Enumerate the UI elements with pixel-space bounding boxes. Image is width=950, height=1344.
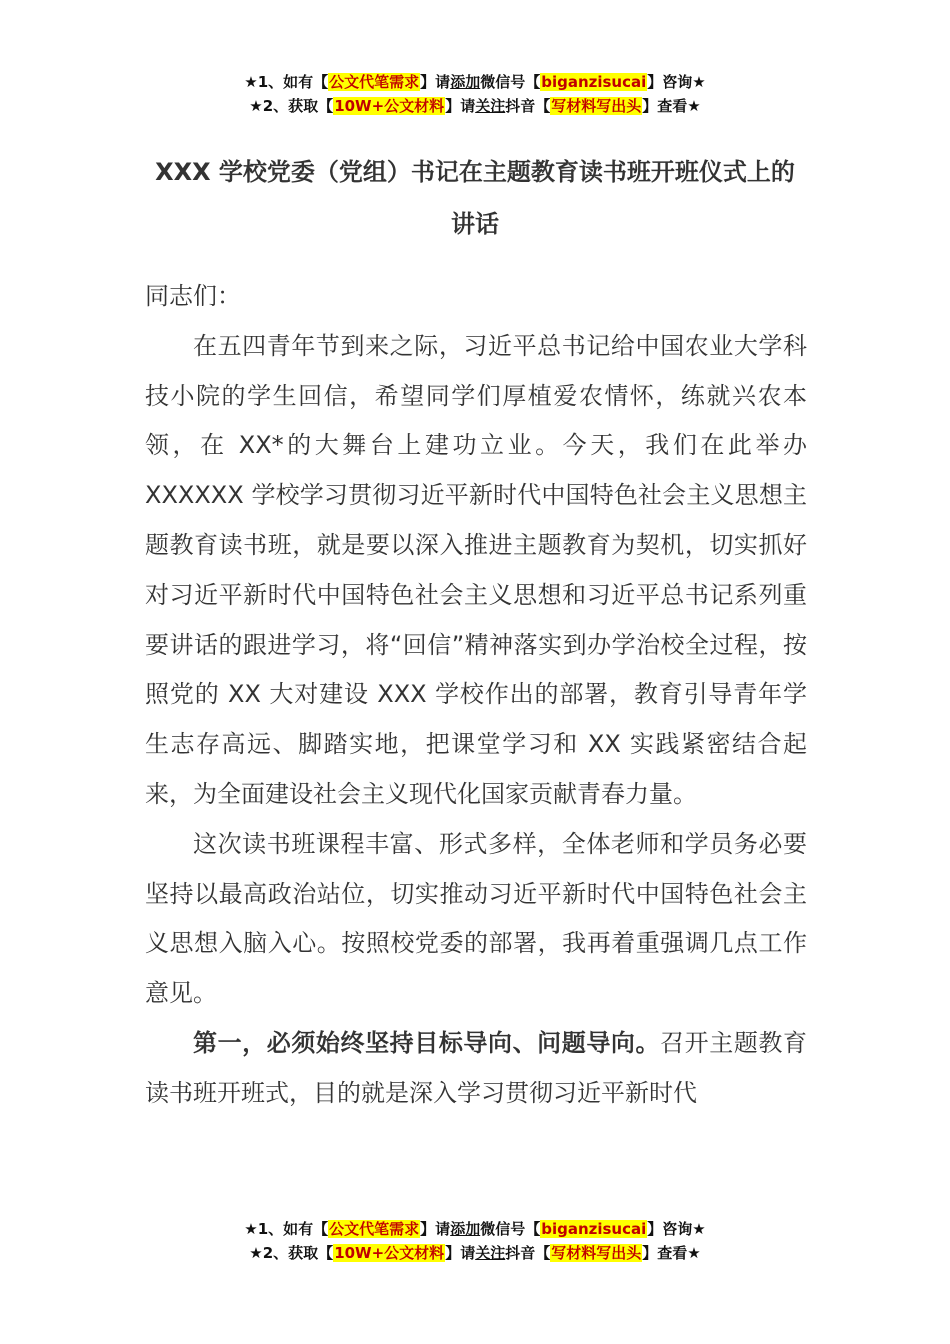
header-banner	[0, 70, 950, 118]
banner-text: ★2、获取【	[249, 1244, 334, 1262]
banner-text: 抖音【	[505, 97, 551, 115]
banner-text: ★2、获取【	[249, 97, 334, 115]
banner-text: 】咨询★	[647, 73, 706, 91]
banner-highlight: 写材料写出头	[551, 1244, 642, 1262]
banner-highlight: 公文代笔需求	[329, 1220, 420, 1238]
banner-line-2	[0, 94, 950, 118]
paragraph-point-1	[145, 1019, 807, 1119]
banner-text: 】查看★	[642, 1244, 701, 1262]
banner-text: ★1、如有【	[244, 73, 329, 91]
banner-highlight: 写材料写出头	[551, 97, 642, 115]
banner-highlight: 10W+公文材料	[334, 1244, 445, 1262]
banner-underlined: 关注	[475, 1244, 506, 1262]
salutation: 同志们：	[145, 282, 241, 310]
banner-text: 】请	[445, 1244, 476, 1262]
banner-text: 】请	[420, 73, 451, 91]
banner-line-1	[0, 1217, 950, 1241]
footer-banner	[0, 1217, 950, 1265]
banner-text: 微信号【	[480, 1220, 541, 1238]
document-body	[145, 272, 807, 1119]
banner-text: 】咨询★	[647, 1220, 706, 1238]
banner-underlined: 添加	[450, 73, 481, 91]
point-text: 召开主题教育读书班开班式，目的就是深入学习贯彻习近平新时代	[145, 1028, 808, 1107]
paragraph: 在五四青年节到来之际，习近平总书记给中国农业大学科技小院的学生回信，希望同学们厚植爱农情怀，练就兴农本领，在 XX*的大舞台上建功立业。今天，我们在此举办 XXXXXX 学校学习贯彻习近平新时代中国特色社会主义思想主题教育读书班，就是要以深入推进主题教育为契机，切实抓好对习近平新时代中国特色社会主义思想和习近平总书记系列重要讲话的跟进学习，将“回信”精神落实到办学治校全过程，按照党的 XX 大对建设 XXX 学校作出的部署，教育引导青年学生志存高远、脚踏实地，把课堂学习和 XX 实践紧密结合起来，为全面建设社会主义现代化国家贡献青春力量。	[145, 331, 807, 808]
banner-text: 微信号【	[480, 73, 541, 91]
banner-text: 】查看★	[642, 97, 701, 115]
banner-line-2	[0, 1241, 950, 1265]
banner-text: 抖音【	[505, 1244, 551, 1262]
banner-highlight: biganzisucai	[541, 1220, 647, 1238]
banner-underlined: 关注	[475, 97, 506, 115]
paragraph: 这次读书班课程丰富、形式多样，全体老师和学员务必要坚持以最高政治站位，切实推动习近平新时代中国特色社会主义思想入脑入心。按照校党委的部署，我再着重强调几点工作意见。	[145, 829, 807, 1008]
document-title: XXX 学校党委（党组）书记在主题教育读书班开班仪式上的讲话	[155, 158, 795, 238]
banner-text: 】请	[445, 97, 476, 115]
banner-underlined: 添加	[450, 1220, 481, 1238]
banner-line-1	[0, 70, 950, 94]
banner-text: ★1、如有【	[244, 1220, 329, 1238]
banner-text: 】请	[420, 1220, 451, 1238]
banner-highlight: biganzisucai	[541, 73, 647, 91]
banner-highlight: 10W+公文材料	[334, 97, 445, 115]
point-heading: 第一，必须始终坚持目标导向、问题导向。	[193, 1028, 661, 1057]
banner-highlight: 公文代笔需求	[329, 73, 420, 91]
